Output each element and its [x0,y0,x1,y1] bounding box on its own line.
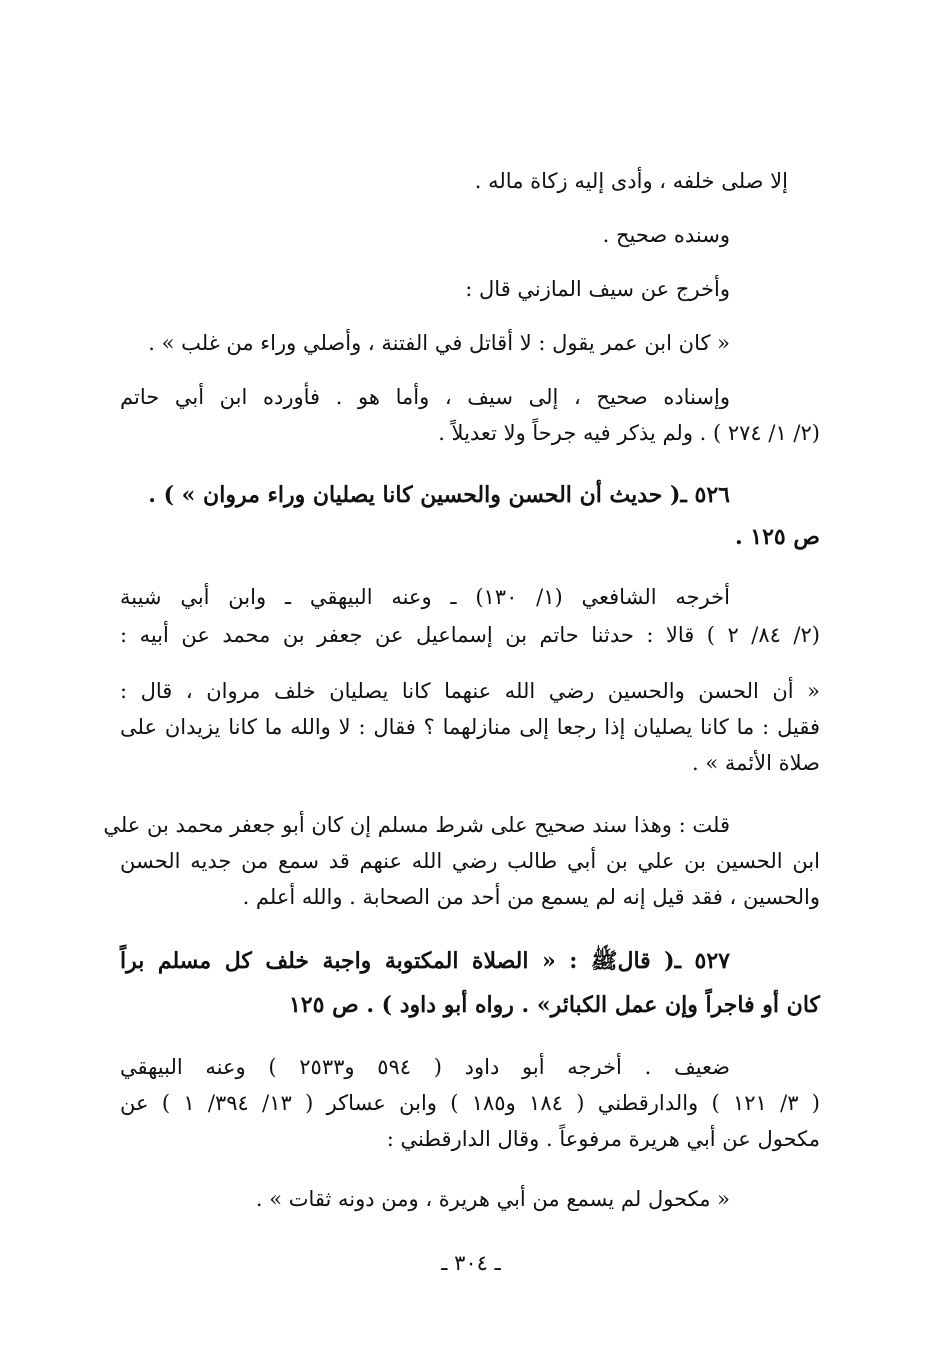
text-line: (٢/ ٨٤/ ٢ ) قالا : حدثنا حاتم بن إسماعيل عن جعفر بن محمد عن أبيه : [120,623,820,647]
text-line: أخرجه الشافعي (١/ ١٣٠) ـ وعنه البيهقي ـ وابن أبي شيبة [120,585,730,609]
text-line: وسنده صحيح . [602,223,730,247]
text-line: (٢/ ١/ ٢٧٤ ) . ولم يذكر فيه جرحاً ولا تعديلاً . [438,421,820,445]
quote-line: « مكحول لم يسمع من أبي هريرة ، ومن دونه ثقات » . [255,1187,730,1211]
hadith-heading-527-cont: كان أو فاجراً وإن عمل الكبائر» . رواه أبو داود ) . ص ١٢٥ [288,992,820,1018]
text-line: والحسين ، فقد قيل إنه لم يسمع من أحد من الصحابة . والله أعلم . [242,885,820,909]
text-line: قلت : وهذا سند صحيح على شرط مسلم إن كان أبو جعفر محمد بن علي [103,813,730,837]
text-line: مكحول عن أبي هريرة مرفوعاً . وقال الدارقطني : [386,1127,820,1151]
quote-line: « أن الحسن والحسين رضي الله عنهما كانا يصليان خلف مروان ، قال : [120,679,820,703]
text-line: ابن الحسين بن علي بن أبي طالب رضي الله عنهم قد سمع من جديه الحسن [120,849,820,873]
text-line: إلا صلى خلفه ، وأدى إليه زكاة ماله . [474,169,788,193]
hadith-heading-526-page: ص ١٢٥ . [734,524,820,550]
quote-line: « كان ابن عمر يقول : لا أقاتل في الفتنة ، وأصلي وراء من غلب » . [148,331,730,355]
quote-line: فقيل : ما كانا يصليان إذا رجعا إلى منازلهما ؟ فقال : لا والله ما كانا يزيدان على [120,715,820,739]
quote-line: صلاة الأئمة » . [692,751,820,775]
hadith-heading-527: ٥٢٧ ـ( قالﷺ : « الصلاة المكتوبة واجبة خلف كل مسلم براً [120,948,730,974]
text-line: ضعيف . أخرجه أبو داود ( ٥٩٤ و٢٥٣٣ ) وعنه البيهقي [120,1055,730,1079]
text-line: وإسناده صحيح ، إلى سيف ، وأما هو . فأورده ابن أبي حاتم [120,385,730,409]
text-line: ( ٣/ ١٢١ ) والدارقطني ( ١٨٤ و١٨٥ ) وابن عساكر ( ١٣/ ٣٩٤/ ١ ) عن [120,1091,820,1115]
text-line: وأخرج عن سيف المازني قال : [465,277,730,301]
page-number: ـ ٣٠٤ ـ [441,1251,501,1275]
hadith-heading-526: ٥٢٦ ـ( حديث أن الحسن والحسين كانا يصليان وراء مروان » ) . [148,482,730,508]
